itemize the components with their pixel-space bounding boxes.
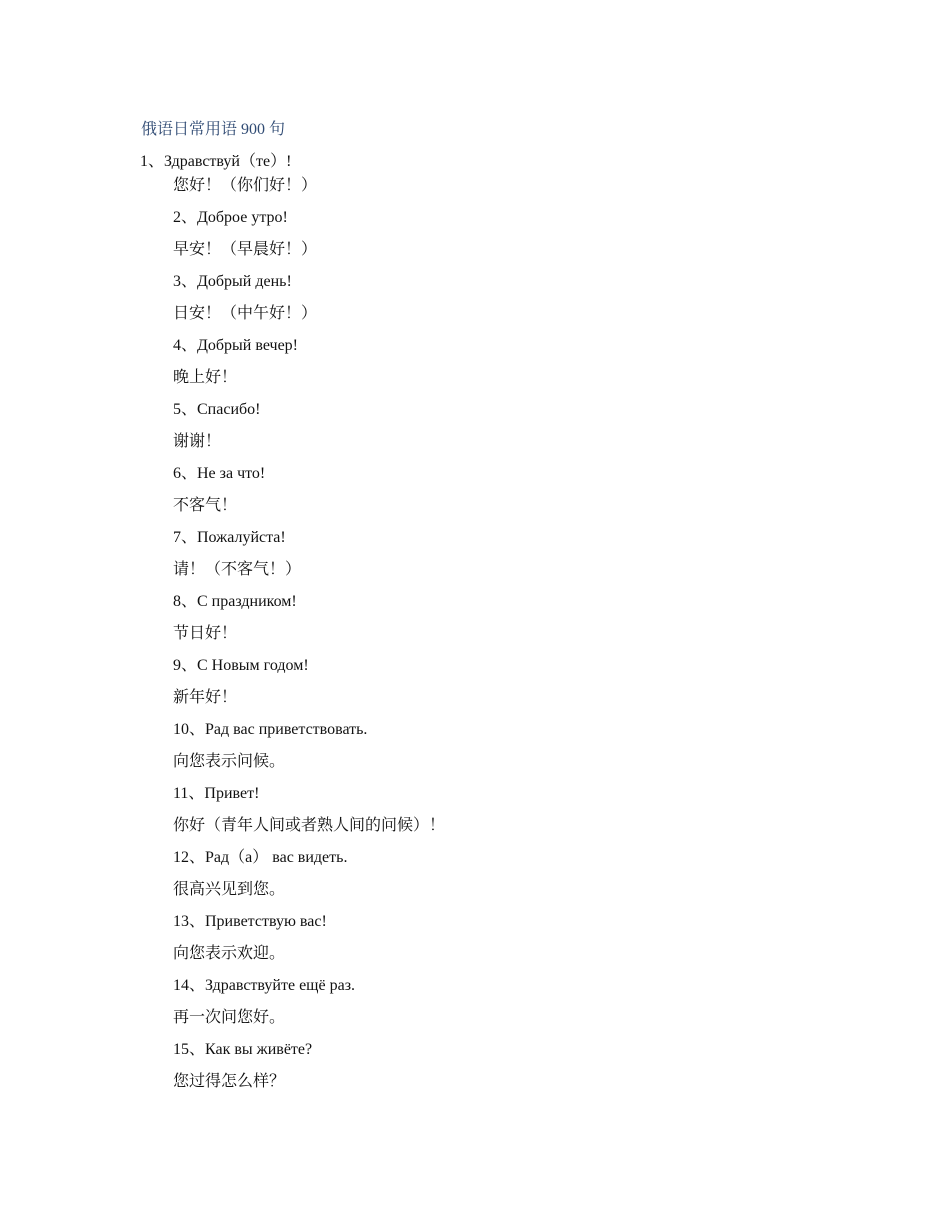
phrase-line: 2、Доброе утро! (173, 209, 288, 226)
phrase-list (173, 175, 873, 1103)
phrase-line: 晚上好！ (173, 369, 238, 386)
phrase-line: 4、Добрый вечер! (173, 337, 299, 354)
phrase-line: 7、Пожалуйста! (173, 529, 286, 546)
phrase-line: 您过得怎么样？ (173, 1073, 286, 1090)
phrase-line: 13、Приветствую вас! (173, 913, 327, 930)
phrase-line: 11、Привет! (173, 785, 260, 802)
phrase-line: 您好！（你们好！） (173, 177, 318, 194)
phrase-line: 14、Здравствуйте ещё раз. (173, 977, 356, 994)
phrase-line: 再一次问您好。 (173, 1009, 286, 1026)
phrase-line: 5、Спасибо! (173, 401, 261, 418)
document-title: 俄语日常用语 900 句 (141, 121, 286, 138)
phrase-line: 8、С праздником! (173, 593, 297, 610)
phrase-line: 新年好！ (173, 689, 238, 706)
phrase-line: 12、Рад（а） вас видеть. (173, 849, 348, 866)
phrase-line: 不客气！ (173, 497, 238, 514)
phrase-line: 1、Здравствуй（те）! (140, 153, 292, 170)
phrase-line: 向您表示问候。 (173, 753, 286, 770)
phrase-line: 很高兴见到您。 (173, 881, 286, 898)
phrase-line: 谢谢！ (173, 433, 222, 450)
phrase-line: 早安！（早晨好！） (173, 241, 318, 258)
phrase-line: 你好（青年人间或者熟人间的问候）！ (173, 817, 446, 834)
phrase-line: 10、Рад вас приветствовать. (173, 721, 368, 738)
phrase-line: 6、Не за что! (173, 465, 266, 482)
phrase-line: 请！（不客气！） (173, 561, 302, 578)
phrase-line: 3、Добрый день! (173, 273, 292, 290)
phrase-line: 日安！（中午好！） (173, 305, 318, 322)
phrase-line: 节日好！ (173, 625, 238, 642)
phrase-line: 15、Как вы живёте? (173, 1041, 313, 1058)
phrase-line: 9、С Новым годом! (173, 657, 309, 674)
phrase-line: 向您表示欢迎。 (173, 945, 286, 962)
